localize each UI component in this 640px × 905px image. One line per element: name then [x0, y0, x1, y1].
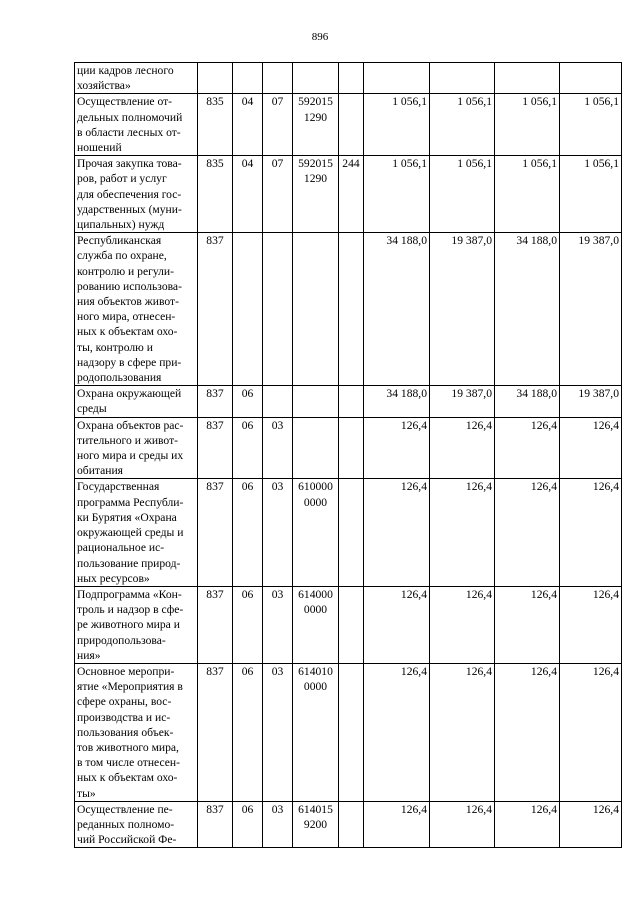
target-article-code: 614000 0000: [293, 586, 339, 663]
ministry-code: 837: [198, 479, 233, 586]
row-name: Прочая закупка това- ров, работ и услуг для обеспечения гос- ударственных (муни- ципальных) нужд: [75, 156, 198, 233]
amount-2: 1 056,1: [430, 156, 495, 233]
target-article-code: [293, 417, 339, 479]
subsection-code: 03: [263, 801, 293, 848]
amount-4: 126,4: [560, 801, 622, 848]
amount-1: 1 056,1: [364, 156, 430, 233]
target-article-code: [293, 63, 339, 94]
row-name: Государственная программа Республи- ки Бурятия «Охрана окружающей среды и рациональное ис- пользование природ- ных ресурсов»: [75, 479, 198, 586]
amount-4: 1 056,1: [560, 94, 622, 156]
expense-type-code: [339, 386, 364, 417]
amount-1: 34 188,0: [364, 233, 430, 386]
ministry-code: 837: [198, 417, 233, 479]
target-article-code: [293, 233, 339, 386]
table-row: [75, 663, 622, 801]
row-name: Охрана объектов рас- тительного и живот- ного мира и среды их обитания: [75, 417, 198, 479]
amount-1: 126,4: [364, 801, 430, 848]
amount-2: 19 387,0: [430, 233, 495, 386]
ministry-code: 837: [198, 233, 233, 386]
target-article-code: 592015 1290: [293, 94, 339, 156]
section-code: 06: [233, 801, 263, 848]
amount-3: 126,4: [495, 417, 560, 479]
amount-3: [495, 63, 560, 94]
section-code: 06: [233, 663, 263, 801]
section-code: [233, 63, 263, 94]
amount-4: [560, 63, 622, 94]
subsection-code: [263, 63, 293, 94]
subsection-code: [263, 386, 293, 417]
target-article-code: 610000 0000: [293, 479, 339, 586]
subsection-code: 07: [263, 156, 293, 233]
expense-type-code: [339, 233, 364, 386]
expense-type-code: [339, 479, 364, 586]
section-code: 06: [233, 586, 263, 663]
ministry-code: 837: [198, 663, 233, 801]
amount-2: 126,4: [430, 586, 495, 663]
amount-4: 126,4: [560, 417, 622, 479]
expense-type-code: [339, 94, 364, 156]
subsection-code: 03: [263, 479, 293, 586]
amount-3: 126,4: [495, 663, 560, 801]
subsection-code: [263, 233, 293, 386]
table-row: [75, 233, 622, 386]
row-name: Осуществление от- дельных полномочий в области лесных от- ношений: [75, 94, 198, 156]
ministry-code: 837: [198, 801, 233, 848]
table-row: [75, 801, 622, 848]
ministry-code: 835: [198, 94, 233, 156]
target-article-code: 614015 9200: [293, 801, 339, 848]
amount-4: 126,4: [560, 586, 622, 663]
amount-3: 34 188,0: [495, 233, 560, 386]
amount-4: 126,4: [560, 479, 622, 586]
subsection-code: 03: [263, 663, 293, 801]
row-name: Основное меропри- ятие «Мероприятия в сфере охраны, вос- производства и ис- пользования объек- тов животного мира, в том числе отнесен- ных к объектам охо- ты»: [75, 663, 198, 801]
page-number: 896: [311, 31, 329, 43]
table-row: [75, 156, 622, 233]
expense-type-code: [339, 63, 364, 94]
expense-type-code: [339, 801, 364, 848]
subsection-code: 07: [263, 94, 293, 156]
amount-1: 1 056,1: [364, 94, 430, 156]
amount-2: [430, 63, 495, 94]
section-code: 04: [233, 156, 263, 233]
table-row: [75, 417, 622, 479]
amount-2: 126,4: [430, 801, 495, 848]
row-name: ции кадров лесного хозяйства»: [75, 63, 198, 94]
amount-1: 126,4: [364, 479, 430, 586]
amount-3: 1 056,1: [495, 94, 560, 156]
target-article-code: 592015 1290: [293, 156, 339, 233]
amount-3: 1 056,1: [495, 156, 560, 233]
expense-type-code: [339, 586, 364, 663]
target-article-code: 614010 0000: [293, 663, 339, 801]
amount-2: 126,4: [430, 417, 495, 479]
ministry-code: 837: [198, 386, 233, 417]
subsection-code: 03: [263, 586, 293, 663]
section-code: 04: [233, 94, 263, 156]
section-code: 06: [233, 479, 263, 586]
section-code: 06: [233, 386, 263, 417]
ministry-code: [198, 63, 233, 94]
table-row: [75, 479, 622, 586]
ministry-code: 837: [198, 586, 233, 663]
table-row: [75, 586, 622, 663]
target-article-code: [293, 386, 339, 417]
table-row: [75, 94, 622, 156]
section-code: 06: [233, 417, 263, 479]
ministry-code: 835: [198, 156, 233, 233]
amount-4: 19 387,0: [560, 386, 622, 417]
amount-1: 126,4: [364, 663, 430, 801]
amount-3: 126,4: [495, 586, 560, 663]
amount-2: 126,4: [430, 479, 495, 586]
amount-4: 1 056,1: [560, 156, 622, 233]
expense-type-code: [339, 417, 364, 479]
amount-3: 126,4: [495, 801, 560, 848]
subsection-code: 03: [263, 417, 293, 479]
amount-3: 34 188,0: [495, 386, 560, 417]
row-name: Осуществление пе- реданных полномо- чий Российской Фе-: [75, 801, 198, 848]
amount-2: 126,4: [430, 663, 495, 801]
expense-type-code: 244: [339, 156, 364, 233]
amount-1: [364, 63, 430, 94]
row-name: Охрана окружающей среды: [75, 386, 198, 417]
row-name: Республиканская служба по охране, контролю и регули- рованию использова- ния объектов живот- ного мира, отнесен- ных к объектам охо- ты, контролю и надзору в сфере при- родопользования: [75, 233, 198, 386]
row-name: Подпрограмма «Кон- троль и надзор в сфе- ре животного мира и природопользова- ния»: [75, 586, 198, 663]
amount-2: 19 387,0: [430, 386, 495, 417]
table-row: [75, 63, 622, 94]
amount-3: 126,4: [495, 479, 560, 586]
budget-table: [74, 62, 622, 848]
table-row: [75, 386, 622, 417]
amount-1: 126,4: [364, 417, 430, 479]
section-code: [233, 233, 263, 386]
amount-4: 126,4: [560, 663, 622, 801]
expense-type-code: [339, 663, 364, 801]
amount-1: 126,4: [364, 586, 430, 663]
amount-2: 1 056,1: [430, 94, 495, 156]
amount-1: 34 188,0: [364, 386, 430, 417]
amount-4: 19 387,0: [560, 233, 622, 386]
